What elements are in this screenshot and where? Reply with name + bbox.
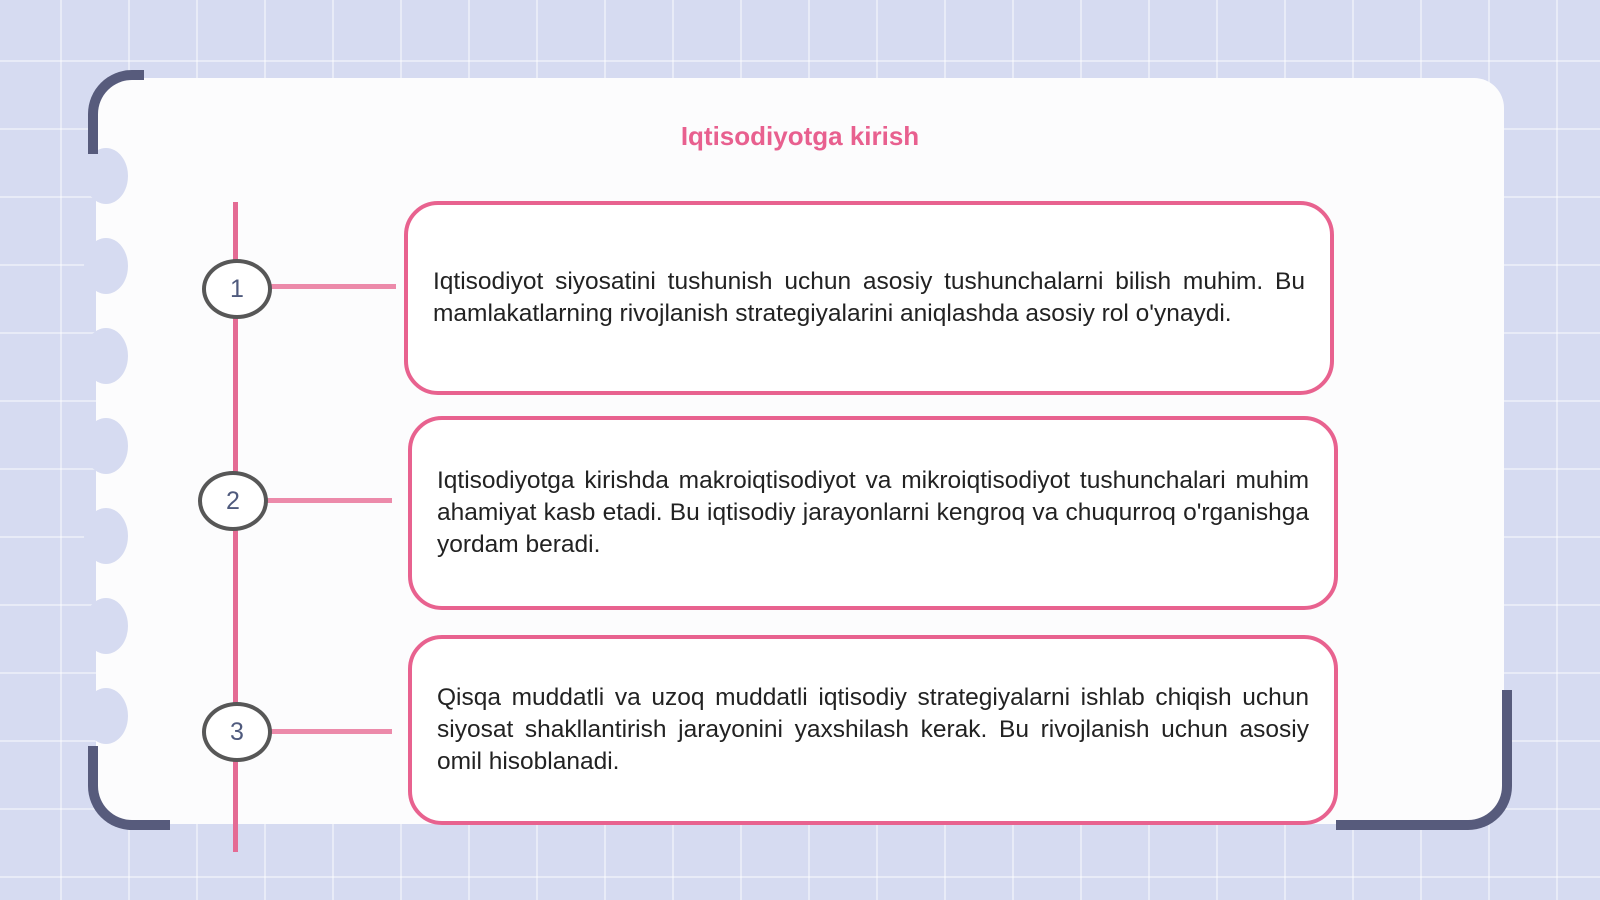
step-text-3: Qisqa muddatli va uzoq muddatli iqtisodiy strategiyalarni ishlab chiqish uchun siyosat shakllantirish jarayonini yaxshilash kerak. Bu rivojlanish uchun asosiy omil hisoblanadi. <box>437 684 1309 775</box>
timeline-connector <box>266 284 396 289</box>
paper-notch <box>84 418 128 474</box>
paper-notch <box>84 328 128 384</box>
paper-notch <box>84 598 128 654</box>
step-number-2: 2 <box>198 471 268 531</box>
timeline-connector <box>262 498 392 503</box>
frame-corner-bottom-left <box>88 746 170 830</box>
step-card-1 <box>404 201 1334 395</box>
step-card-3 <box>408 635 1338 825</box>
step-card-2 <box>408 416 1338 610</box>
step-number-3: 3 <box>202 702 272 762</box>
step-text-2: Iqtisodiyotga kirishda makroiqtisodiyot va mikroiqtisodiyot tushunchalari muhim ahamiyat kasb etadi. Bu iqtisodiy jarayonlarni kengroq va chuqurroq o'rganishga yordam beradi. <box>437 467 1309 558</box>
paper-notch <box>84 238 128 294</box>
paper-notch <box>84 148 128 204</box>
paper-notch <box>84 508 128 564</box>
step-number-1: 1 <box>202 259 272 319</box>
slide-title: Iqtisodiyotga kirish <box>680 121 920 151</box>
step-text-1: Iqtisodiyot siyosatini tushunish uchun asosiy tushunchalarni bilish muhim. Bu mamlakatlarning rivojlanish strategiyalarini aniqlashda asosiy rol o'ynaydi. <box>433 268 1305 327</box>
timeline-connector <box>266 729 392 734</box>
frame-corner-bottom-right <box>1336 690 1512 830</box>
paper-notch <box>84 688 128 744</box>
frame-corner-top-left <box>88 70 144 154</box>
